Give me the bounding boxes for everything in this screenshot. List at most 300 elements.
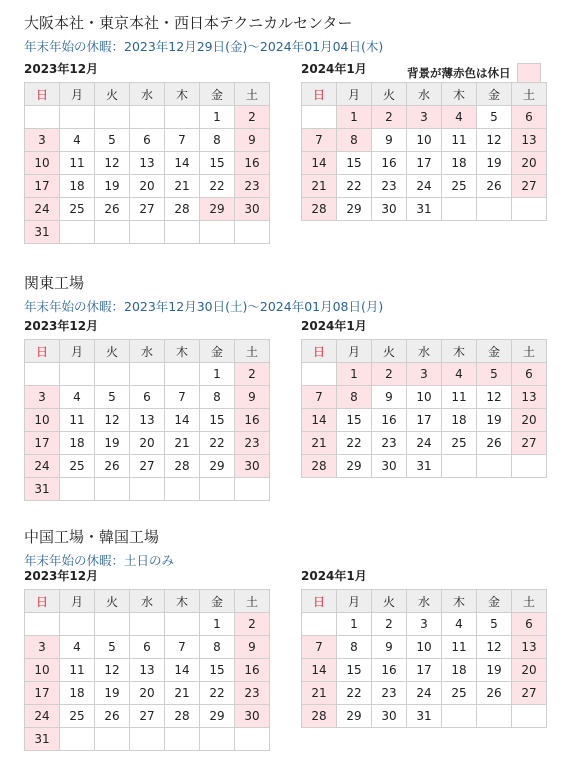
day-cell: 20: [512, 152, 547, 175]
day-cell: 29: [337, 198, 372, 221]
day-cell: 25: [442, 175, 477, 198]
empty-cell: [235, 728, 270, 751]
weekday-header: 土: [512, 83, 547, 106]
week-row: [302, 636, 547, 659]
day-cell: 26: [477, 432, 512, 455]
empty-cell: [95, 221, 130, 244]
day-cell: 7: [165, 386, 200, 409]
day-cell: 28: [302, 198, 337, 221]
empty-cell: [95, 106, 130, 129]
day-cell: 18: [442, 409, 477, 432]
empty-cell: [302, 106, 337, 129]
weekday-header: 火: [372, 83, 407, 106]
calendar-dec-2023: [24, 569, 270, 751]
empty-cell: [130, 221, 165, 244]
day-cell: 31: [407, 705, 442, 728]
calendar-jan-2024: [301, 319, 547, 478]
weekday-header-row: [302, 83, 547, 106]
calendar-title: 2024年1月: [301, 569, 367, 583]
day-cell: 14: [165, 659, 200, 682]
day-cell: 18: [60, 682, 95, 705]
day-cell: 5: [477, 106, 512, 129]
week-row: [302, 129, 547, 152]
day-cell: 28: [165, 705, 200, 728]
day-cell: 4: [60, 129, 95, 152]
weekday-header: 水: [407, 83, 442, 106]
day-cell: 20: [512, 659, 547, 682]
empty-cell: [200, 728, 235, 751]
weekday-header: 木: [442, 590, 477, 613]
empty-cell: [477, 705, 512, 728]
day-cell: 7: [165, 636, 200, 659]
calendar-title: 2024年1月: [301, 319, 367, 333]
day-cell: 9: [235, 636, 270, 659]
day-cell: 9: [235, 129, 270, 152]
day-cell: 17: [407, 409, 442, 432]
weekday-header: 日: [302, 340, 337, 363]
day-cell: 25: [60, 455, 95, 478]
empty-cell: [165, 363, 200, 386]
weekday-header: 月: [337, 83, 372, 106]
day-cell: 14: [165, 152, 200, 175]
day-cell: 27: [130, 705, 165, 728]
day-cell: 30: [372, 705, 407, 728]
week-row: [25, 152, 270, 175]
week-row: [25, 613, 270, 636]
day-cell: 15: [337, 659, 372, 682]
day-cell: 3: [25, 386, 60, 409]
day-cell: 4: [60, 386, 95, 409]
day-cell: 2: [372, 363, 407, 386]
day-cell: 17: [407, 152, 442, 175]
day-cell: 22: [337, 175, 372, 198]
weekday-header: 木: [165, 83, 200, 106]
weekday-header: 火: [372, 340, 407, 363]
empty-cell: [95, 363, 130, 386]
day-cell: 21: [302, 682, 337, 705]
weekday-header: 日: [302, 83, 337, 106]
day-cell: 10: [407, 386, 442, 409]
day-cell: 22: [200, 175, 235, 198]
day-cell: 30: [372, 198, 407, 221]
day-cell: 16: [372, 659, 407, 682]
day-cell: 17: [25, 432, 60, 455]
day-cell: 24: [407, 432, 442, 455]
legend-swatch: [517, 63, 541, 83]
day-cell: 21: [302, 175, 337, 198]
day-cell: 12: [95, 152, 130, 175]
empty-cell: [477, 455, 512, 478]
day-cell: 6: [512, 363, 547, 386]
day-cell: 8: [337, 129, 372, 152]
weekday-header: 金: [200, 83, 235, 106]
day-cell: 1: [337, 363, 372, 386]
day-cell: 1: [200, 613, 235, 636]
day-cell: 8: [200, 386, 235, 409]
weekday-header: 水: [130, 340, 165, 363]
weekday-header: 金: [477, 83, 512, 106]
day-cell: 15: [200, 152, 235, 175]
day-cell: 3: [407, 613, 442, 636]
day-cell: 27: [512, 175, 547, 198]
day-cell: 9: [372, 386, 407, 409]
day-cell: 3: [25, 636, 60, 659]
week-row: [25, 409, 270, 432]
day-cell: 30: [235, 455, 270, 478]
empty-cell: [165, 221, 200, 244]
day-cell: 4: [442, 613, 477, 636]
day-cell: 26: [95, 455, 130, 478]
day-cell: 3: [407, 363, 442, 386]
calendar-title: 2024年1月: [301, 62, 367, 76]
week-row: [25, 659, 270, 682]
empty-cell: [60, 478, 95, 501]
day-cell: 6: [130, 386, 165, 409]
day-cell: 8: [337, 636, 372, 659]
weekday-header: 土: [512, 590, 547, 613]
day-cell: 8: [337, 386, 372, 409]
day-cell: 21: [165, 432, 200, 455]
empty-cell: [302, 613, 337, 636]
day-cell: 25: [442, 432, 477, 455]
day-cell: 15: [337, 152, 372, 175]
day-cell: 29: [337, 455, 372, 478]
day-cell: 18: [60, 175, 95, 198]
empty-cell: [60, 728, 95, 751]
day-cell: 3: [407, 106, 442, 129]
day-cell: 25: [442, 682, 477, 705]
calendar-grid: [24, 82, 270, 244]
day-cell: 10: [25, 409, 60, 432]
week-row: [25, 175, 270, 198]
empty-cell: [235, 221, 270, 244]
empty-cell: [442, 455, 477, 478]
calendar-dec-2023: [24, 62, 270, 244]
weekday-header: 火: [372, 590, 407, 613]
day-cell: 20: [512, 409, 547, 432]
weekday-header: 土: [235, 340, 270, 363]
day-cell: 14: [302, 659, 337, 682]
weekday-header: 土: [512, 340, 547, 363]
day-cell: 23: [372, 175, 407, 198]
day-cell: 21: [165, 682, 200, 705]
day-cell: 11: [442, 386, 477, 409]
weekday-header: 水: [130, 590, 165, 613]
day-cell: 22: [337, 432, 372, 455]
day-cell: 13: [130, 152, 165, 175]
day-cell: 23: [372, 682, 407, 705]
weekday-header: 木: [165, 590, 200, 613]
day-cell: 5: [477, 613, 512, 636]
empty-cell: [25, 363, 60, 386]
weekday-header: 水: [407, 590, 442, 613]
day-cell: 6: [512, 613, 547, 636]
weekday-header: 月: [60, 83, 95, 106]
day-cell: 12: [477, 129, 512, 152]
weekday-header: 木: [165, 340, 200, 363]
day-cell: 13: [512, 636, 547, 659]
day-cell: 28: [302, 705, 337, 728]
day-cell: 5: [95, 636, 130, 659]
empty-cell: [477, 198, 512, 221]
day-cell: 18: [442, 152, 477, 175]
weekday-header: 月: [337, 590, 372, 613]
empty-cell: [200, 221, 235, 244]
day-cell: 21: [165, 175, 200, 198]
day-cell: 6: [130, 636, 165, 659]
day-cell: 24: [407, 175, 442, 198]
day-cell: 31: [25, 478, 60, 501]
weekday-header: 月: [337, 340, 372, 363]
day-cell: 11: [60, 152, 95, 175]
weekday-header: 水: [130, 83, 165, 106]
week-row: [302, 682, 547, 705]
weekday-header: 月: [60, 340, 95, 363]
week-row: [302, 705, 547, 728]
empty-cell: [60, 221, 95, 244]
calendar-title: 2023年12月: [24, 319, 99, 333]
day-cell: 28: [302, 455, 337, 478]
day-cell: 29: [200, 198, 235, 221]
empty-cell: [442, 198, 477, 221]
week-row: [25, 106, 270, 129]
day-cell: 6: [512, 106, 547, 129]
calendar-jan-2024: [301, 569, 547, 728]
day-cell: 11: [442, 129, 477, 152]
day-cell: 9: [372, 636, 407, 659]
day-cell: 15: [337, 409, 372, 432]
week-row: [302, 659, 547, 682]
day-cell: 13: [512, 386, 547, 409]
day-cell: 23: [235, 432, 270, 455]
week-row: [25, 728, 270, 751]
section-title: 中国工場・韓国工場: [24, 528, 160, 546]
day-cell: 20: [130, 682, 165, 705]
day-cell: 1: [337, 613, 372, 636]
day-cell: 5: [95, 129, 130, 152]
week-row: [25, 432, 270, 455]
day-cell: 7: [302, 386, 337, 409]
day-cell: 24: [25, 198, 60, 221]
day-cell: 7: [302, 636, 337, 659]
day-cell: 14: [302, 152, 337, 175]
day-cell: 8: [200, 129, 235, 152]
day-cell: 26: [95, 198, 130, 221]
empty-cell: [165, 106, 200, 129]
day-cell: 31: [25, 728, 60, 751]
section-title: 大阪本社・東京本社・西日本テクニカルセンター: [24, 14, 353, 32]
day-cell: 19: [477, 409, 512, 432]
day-cell: 20: [130, 175, 165, 198]
day-cell: 2: [372, 106, 407, 129]
weekday-header-row: [25, 83, 270, 106]
day-cell: 26: [477, 682, 512, 705]
day-cell: 9: [372, 129, 407, 152]
day-cell: 10: [407, 636, 442, 659]
day-cell: 14: [165, 409, 200, 432]
day-cell: 21: [302, 432, 337, 455]
day-cell: 16: [235, 409, 270, 432]
calendar-title: 2023年12月: [24, 62, 99, 76]
empty-cell: [95, 478, 130, 501]
empty-cell: [165, 478, 200, 501]
day-cell: 11: [60, 409, 95, 432]
day-cell: 23: [235, 682, 270, 705]
day-cell: 4: [60, 636, 95, 659]
day-cell: 12: [477, 386, 512, 409]
day-cell: 31: [407, 455, 442, 478]
empty-cell: [512, 455, 547, 478]
day-cell: 22: [200, 432, 235, 455]
week-row: [302, 409, 547, 432]
calendar-title: 2023年12月: [24, 569, 99, 583]
day-cell: 16: [372, 152, 407, 175]
day-cell: 28: [165, 455, 200, 478]
day-cell: 2: [235, 363, 270, 386]
week-row: [25, 636, 270, 659]
week-row: [302, 363, 547, 386]
week-row: [302, 152, 547, 175]
holiday-period: 年末年始の休暇：2023年12月29日(金)～2024年01月04日(木): [24, 39, 384, 54]
empty-cell: [130, 613, 165, 636]
weekday-header: 金: [477, 340, 512, 363]
day-cell: 6: [130, 129, 165, 152]
calendar-dec-2023: [24, 319, 270, 501]
empty-cell: [60, 613, 95, 636]
day-cell: 24: [25, 705, 60, 728]
calendar-grid: [24, 339, 270, 501]
empty-cell: [60, 106, 95, 129]
weekday-header-row: [302, 340, 547, 363]
day-cell: 12: [95, 409, 130, 432]
day-cell: 16: [372, 409, 407, 432]
day-cell: 15: [200, 409, 235, 432]
day-cell: 5: [95, 386, 130, 409]
holiday-period: 年末年始の休暇：土日のみ: [24, 553, 175, 568]
day-cell: 25: [60, 198, 95, 221]
calendar-grid: [301, 589, 547, 728]
weekday-header: 土: [235, 83, 270, 106]
week-row: [302, 386, 547, 409]
day-cell: 10: [407, 129, 442, 152]
weekday-header: 水: [407, 340, 442, 363]
weekday-header: 土: [235, 590, 270, 613]
day-cell: 2: [235, 613, 270, 636]
day-cell: 30: [235, 705, 270, 728]
weekday-header: 木: [442, 340, 477, 363]
day-cell: 26: [95, 705, 130, 728]
weekday-header: 火: [95, 590, 130, 613]
day-cell: 8: [200, 636, 235, 659]
empty-cell: [200, 478, 235, 501]
day-cell: 19: [95, 432, 130, 455]
day-cell: 7: [165, 129, 200, 152]
empty-cell: [512, 198, 547, 221]
calendar-grid: [301, 339, 547, 478]
day-cell: 15: [200, 659, 235, 682]
day-cell: 17: [25, 175, 60, 198]
empty-cell: [165, 613, 200, 636]
empty-cell: [25, 106, 60, 129]
weekday-header: 月: [60, 590, 95, 613]
day-cell: 3: [25, 129, 60, 152]
week-row: [302, 432, 547, 455]
day-cell: 26: [477, 175, 512, 198]
day-cell: 27: [130, 455, 165, 478]
empty-cell: [165, 728, 200, 751]
weekday-header: 金: [477, 590, 512, 613]
day-cell: 28: [165, 198, 200, 221]
day-cell: 19: [477, 152, 512, 175]
day-cell: 1: [200, 363, 235, 386]
calendar-grid: [301, 82, 547, 221]
week-row: [302, 175, 547, 198]
empty-cell: [130, 728, 165, 751]
day-cell: 19: [95, 175, 130, 198]
week-row: [25, 682, 270, 705]
day-cell: 7: [302, 129, 337, 152]
day-cell: 20: [130, 432, 165, 455]
weekday-header: 日: [25, 590, 60, 613]
weekday-header: 金: [200, 340, 235, 363]
empty-cell: [130, 363, 165, 386]
weekday-header-row: [25, 590, 270, 613]
weekday-header: 日: [25, 340, 60, 363]
day-cell: 22: [200, 682, 235, 705]
day-cell: 29: [200, 705, 235, 728]
day-cell: 16: [235, 659, 270, 682]
empty-cell: [60, 363, 95, 386]
day-cell: 29: [337, 705, 372, 728]
week-row: [25, 129, 270, 152]
weekday-header: 火: [95, 83, 130, 106]
day-cell: 17: [25, 682, 60, 705]
day-cell: 1: [200, 106, 235, 129]
day-cell: 27: [512, 432, 547, 455]
week-row: [25, 705, 270, 728]
empty-cell: [130, 106, 165, 129]
day-cell: 4: [442, 363, 477, 386]
calendar-grid: [24, 589, 270, 751]
empty-cell: [95, 613, 130, 636]
day-cell: 22: [337, 682, 372, 705]
day-cell: 24: [407, 682, 442, 705]
day-cell: 14: [302, 409, 337, 432]
empty-cell: [25, 613, 60, 636]
day-cell: 5: [477, 363, 512, 386]
empty-cell: [95, 728, 130, 751]
day-cell: 29: [200, 455, 235, 478]
week-row: [25, 455, 270, 478]
weekday-header: 日: [25, 83, 60, 106]
day-cell: 13: [130, 409, 165, 432]
day-cell: 16: [235, 152, 270, 175]
day-cell: 17: [407, 659, 442, 682]
day-cell: 25: [60, 705, 95, 728]
day-cell: 4: [442, 106, 477, 129]
day-cell: 1: [337, 106, 372, 129]
weekday-header: 火: [95, 340, 130, 363]
day-cell: 12: [477, 636, 512, 659]
day-cell: 27: [512, 682, 547, 705]
day-cell: 2: [372, 613, 407, 636]
day-cell: 30: [235, 198, 270, 221]
empty-cell: [442, 705, 477, 728]
day-cell: 24: [25, 455, 60, 478]
week-row: [25, 386, 270, 409]
weekday-header-row: [302, 590, 547, 613]
holiday-period: 年末年始の休暇：2023年12月30日(土)～2024年01月08日(月): [24, 299, 384, 314]
